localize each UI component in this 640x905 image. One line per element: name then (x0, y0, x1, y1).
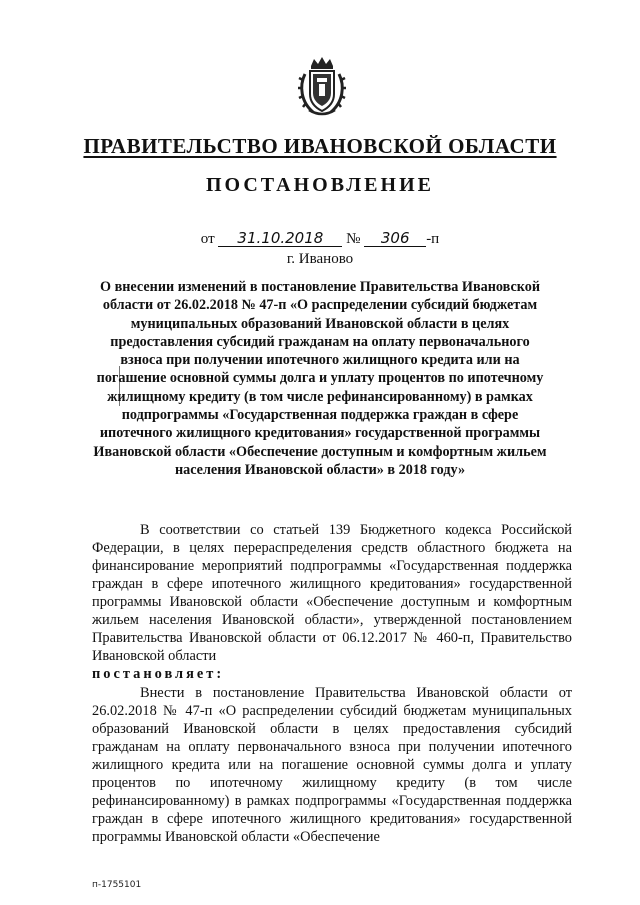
organization-title: ПРАВИТЕЛЬСТВО ИВАНОВСКОЙ ОБЛАСТИ (83, 134, 557, 158)
number-suffix: -п (426, 231, 440, 247)
body-paragraph-1 (92, 521, 572, 683)
footer-code: п-1755101 (92, 880, 142, 890)
paragraph-1-text: В соответствии со статьей 139 Бюджетного кодекса Российской Федерации, в целях перераспределения средств областного бюджета на финансирование мероприятий подпрограммы «Государственная поддержка граждан в сфере ипотечного жилищного кредитования» государственной программы Ивановской области «Обеспечение доступным и комфортным жильем населения Ивановской области», утвержденной постановлением Правительства Ивановской области от 06.12.2017 № 460-п, Правительство Ивановской области (92, 522, 572, 664)
number-sign: № (346, 231, 361, 247)
document-number: 306 (364, 231, 426, 247)
coat-of-arms-icon (297, 56, 347, 118)
document-city: г. Иваново (286, 251, 354, 267)
document-subject: О внесении изменений в постановление Правительства Ивановской области от 26.02.2018 № 47-п «О распределении субсидий бюджетам муниципальных образований Ивановской области в целях предоставления субсидий гражданам на оплату первоначального взноса при получении ипотечного жилищного кредита или на погашение основной суммы долга и уплату процентов по ипотечному жилищному кредиту (в том числе рефинансированному) в рамках подпрограммы «Государственная поддержка граждан в сфере ипотечного жилищного кредитования» государственной программы Ивановской области «Обеспечение доступным и комфортным жильем населения Ивановской области» в 2018 году» (93, 279, 547, 478)
document-date: 31.10.2018 (218, 231, 342, 247)
document-type-title: ПОСТАНОВЛЕНИЕ (206, 174, 434, 196)
date-prefix: от (200, 231, 215, 247)
document-dateline (0, 231, 640, 248)
resolves-word: постановляет: (92, 666, 225, 682)
body-paragraph-2: Внести в постановление Правительства Ивановской области от 26.02.2018 № 47-п «О распределении субсидий бюджетам муниципальных образований Ивановской области в целях предоставления субсидий гражданам на оплату первоначального взноса при получении ипотечного жилищного кредита или на погашение основной суммы долга и уплату процентов по ипотечному жилищному кредиту (в том числе рефинансированному) в рамках подпрограммы «Государственная поддержка граждан в сфере ипотечного жилищного кредитования» государственной программы Ивановской области «Обеспечение (92, 685, 572, 845)
